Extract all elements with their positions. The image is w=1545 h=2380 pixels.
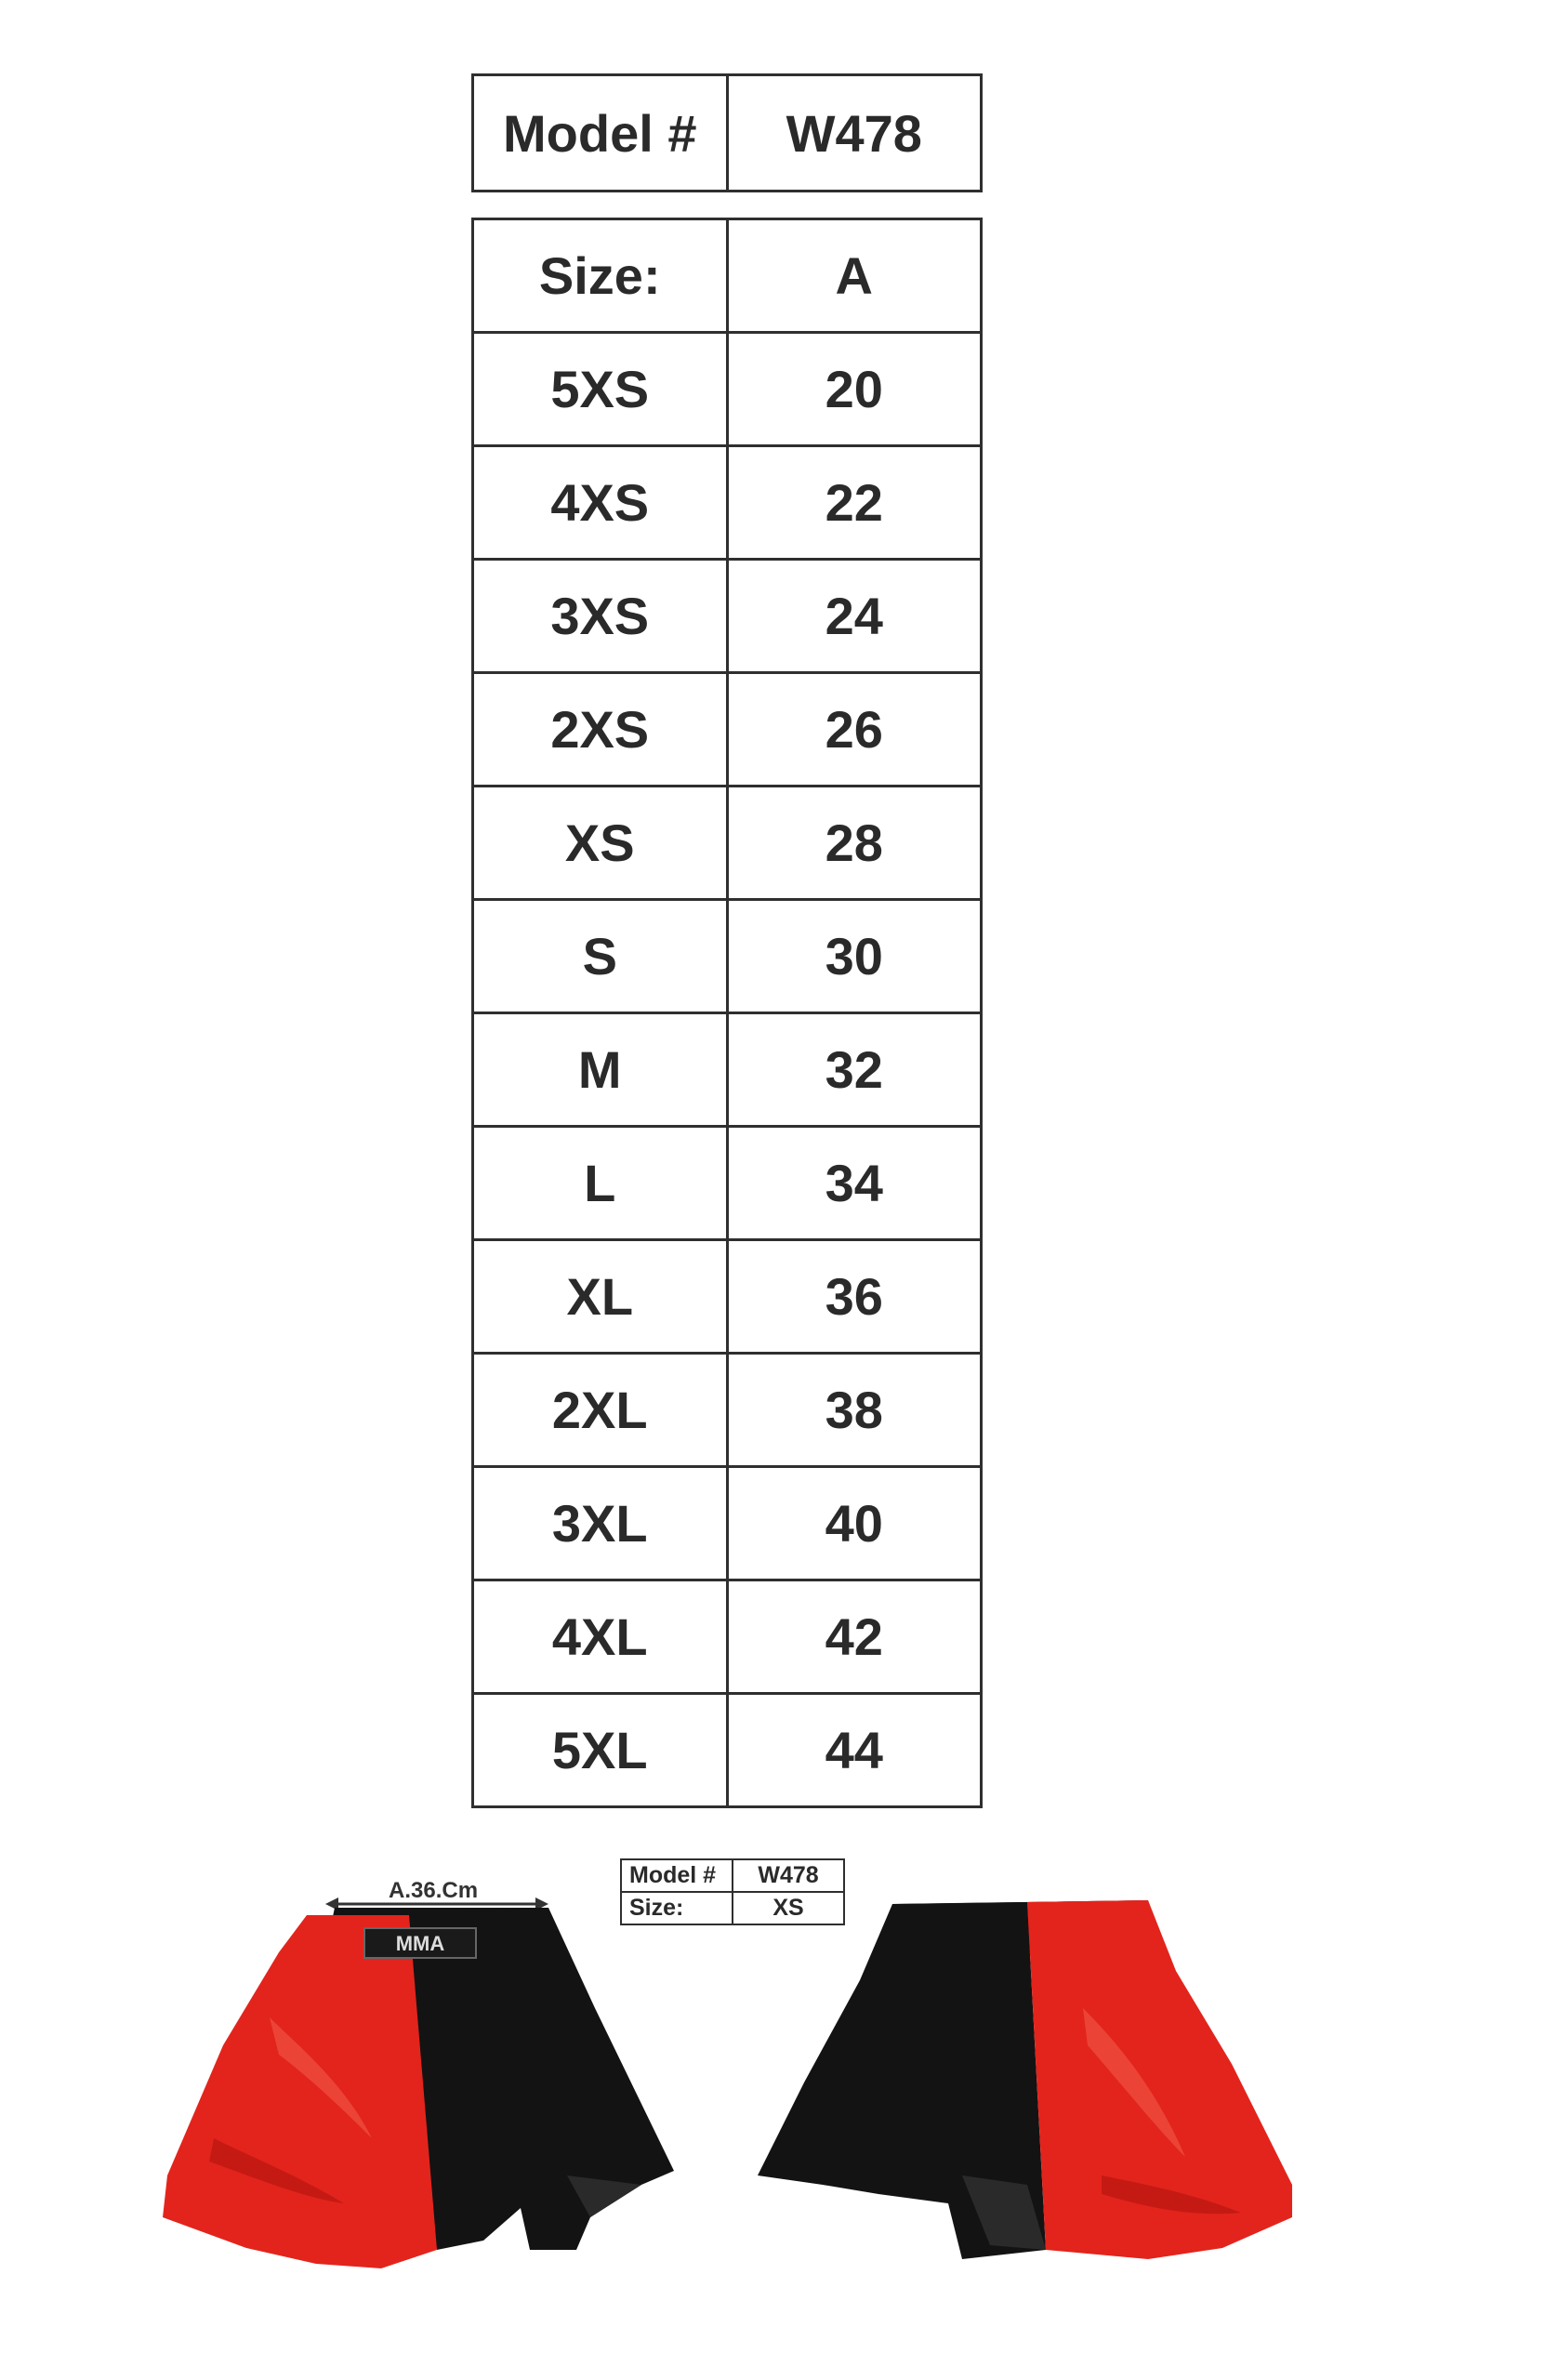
measurement-cell: 24	[727, 560, 982, 673]
table-row	[473, 1013, 982, 1127]
table-row	[473, 1354, 982, 1467]
measurement-header-label: A	[727, 219, 982, 333]
measurement-cell: 40	[727, 1467, 982, 1580]
shorts-front-image	[158, 1897, 716, 2315]
size-cell: 2XS	[473, 673, 728, 787]
size-cell: 3XL	[473, 1467, 728, 1580]
table-row	[473, 673, 982, 787]
measurement-cell: 36	[727, 1240, 982, 1354]
table-row	[473, 1580, 982, 1694]
measurement-cell: 42	[727, 1580, 982, 1694]
table-row	[473, 787, 982, 900]
table-row	[473, 900, 982, 1013]
table-row	[473, 1694, 982, 1807]
table-row	[473, 1127, 982, 1240]
measurement-cell: 22	[727, 446, 982, 560]
tag-model-row	[621, 1859, 844, 1892]
model-row	[473, 75, 982, 192]
measurement-cell: 28	[727, 787, 982, 900]
table-row	[473, 333, 982, 446]
model-value: W478	[727, 75, 982, 192]
table-row	[473, 560, 982, 673]
size-cell: 4XS	[473, 446, 728, 560]
table-row	[473, 1467, 982, 1580]
measurement-cell: 44	[727, 1694, 982, 1807]
size-cell: 4XL	[473, 1580, 728, 1694]
size-chart-table	[471, 218, 983, 1808]
size-cell: 5XL	[473, 1694, 728, 1807]
size-cell: 3XS	[473, 560, 728, 673]
size-cell: XL	[473, 1240, 728, 1354]
model-label: Model #	[473, 75, 728, 192]
measurement-cell: 26	[727, 673, 982, 787]
size-cell: M	[473, 1013, 728, 1127]
measurement-label: A.36.Cm	[389, 1878, 479, 1903]
table-row	[473, 1240, 982, 1354]
size-cell: XS	[473, 787, 728, 900]
tag-model-value: W478	[733, 1859, 844, 1892]
tag-model-label: Model #	[621, 1859, 733, 1892]
tag-size-value: XS	[733, 1892, 844, 1924]
measurement-cell: 20	[727, 333, 982, 446]
size-header-label: Size:	[473, 219, 728, 333]
measurement-cell: 34	[727, 1127, 982, 1240]
measurement-cell: 32	[727, 1013, 982, 1127]
size-cell: L	[473, 1127, 728, 1240]
size-cell: S	[473, 900, 728, 1013]
table-row	[473, 446, 982, 560]
size-cell: 2XL	[473, 1354, 728, 1467]
measurement-cell: 30	[727, 900, 982, 1013]
size-chart-header	[473, 219, 982, 333]
size-cell: 5XS	[473, 333, 728, 446]
model-table	[471, 73, 983, 192]
shorts-back-image	[748, 1897, 1306, 2315]
measurement-cell: 38	[727, 1354, 982, 1467]
tag-size-label: Size:	[621, 1892, 733, 1924]
waistband-label: MMA	[395, 1932, 445, 1955]
